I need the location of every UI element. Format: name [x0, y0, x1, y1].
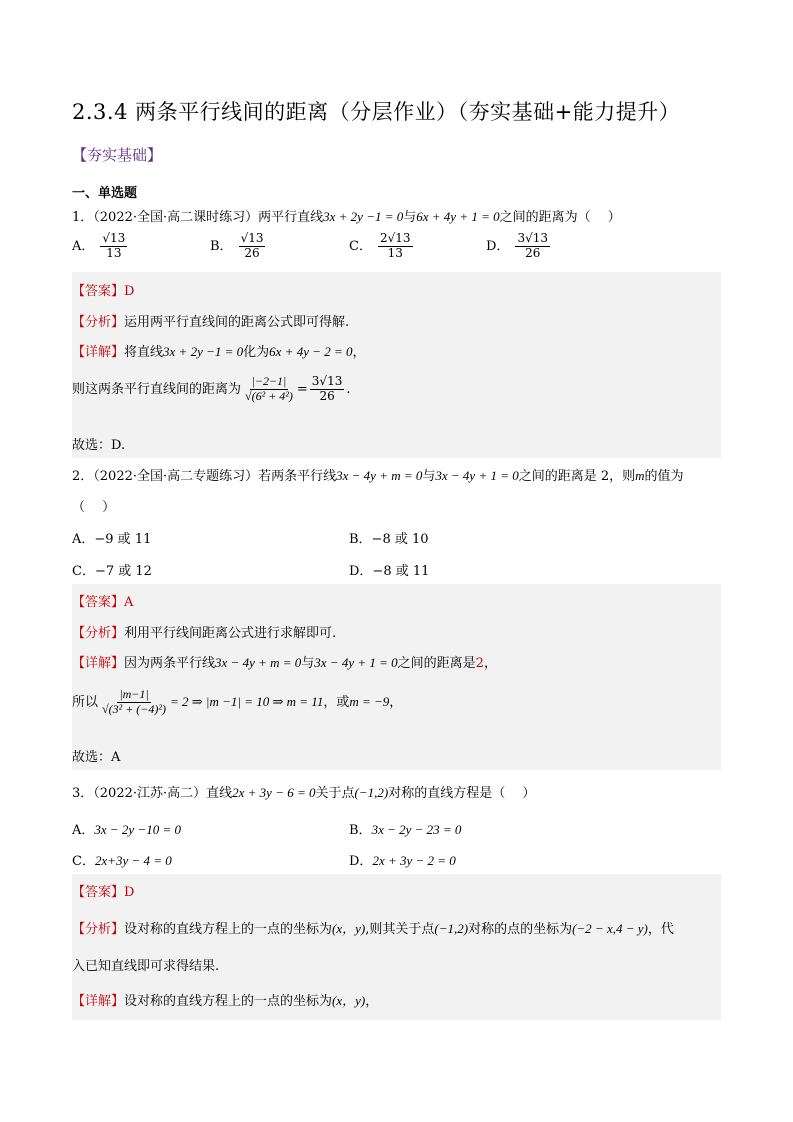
- question-1-answer: [72, 280, 134, 299]
- question-2-answer-panel: [72, 584, 721, 770]
- question-1-text: 1．（2022·全国·高二课时练习）两平行直线: [72, 210, 324, 225]
- answer-tag: 【答案】: [72, 885, 125, 900]
- option-a-denominator: 13: [106, 245, 122, 260]
- answer-tag: 【答案】: [72, 284, 125, 299]
- question-2-equation-1: 3x − 4y + m = 0: [336, 468, 423, 483]
- detail-equation-1: 3x − 4y + m = 0: [215, 655, 302, 670]
- analysis-text: 运用两平行直线间的距离公式即可得解.: [124, 315, 350, 330]
- distance-equals: =: [296, 381, 308, 397]
- question-2-stem: [72, 465, 684, 484]
- analysis-point-3: (−2 − x,4 − y): [572, 921, 648, 936]
- solution-chain: = 2 ⇒ |m −1| = 10 ⇒ m = 11: [169, 693, 324, 709]
- distance-numerator: |−2−1|: [251, 374, 287, 388]
- question-1-analysis: [72, 311, 349, 330]
- question-3-option-a[interactable]: [72, 819, 181, 838]
- question-2-tail-2: 的值为: [644, 469, 684, 484]
- question-1-conclusion: 故选：D.: [72, 438, 126, 453]
- answer-value: D: [124, 284, 135, 299]
- distance-result-numerator: 3√13: [311, 374, 343, 388]
- question-2-connector: 与: [422, 469, 436, 484]
- option-c-equation: 2x+3y − 4 = 0: [94, 853, 172, 868]
- analysis-tag: 【分析】: [72, 922, 125, 937]
- question-3-option-d[interactable]: [349, 850, 456, 869]
- question-2-paren: （ ）: [72, 500, 116, 515]
- question-1-tail: 之间的距离为（ ）: [499, 210, 621, 225]
- detail-value: 2: [475, 656, 484, 671]
- question-3-stem: [72, 782, 535, 801]
- analysis-text-2: ,则其关于点: [365, 922, 435, 937]
- solution-punct: ，: [389, 694, 403, 710]
- option-a-equation: 3x − 2y −10 = 0: [94, 822, 181, 837]
- solution-denominator: √(3² + (−4)²): [102, 701, 166, 716]
- question-1-distance-line: [72, 375, 351, 404]
- question-2-detail: [72, 652, 497, 671]
- question-2-answer: [72, 591, 133, 610]
- question-2-option-d[interactable]: D．−8 或 11: [349, 564, 430, 579]
- analysis-text: 设对称的直线方程上的一点的坐标为: [124, 922, 333, 937]
- distance-text: 则这两条平行直线间的距离为: [72, 381, 242, 397]
- question-2-analysis: [72, 622, 336, 641]
- solution-fraction: [100, 688, 168, 717]
- detail-tag: 【详解】: [72, 656, 125, 671]
- question-2-option-c[interactable]: C．−7 或 12: [72, 564, 152, 579]
- question-2-solution-line: [72, 688, 402, 717]
- detail-tail: 之间的距离是: [397, 656, 476, 671]
- detail-punct: ，: [352, 345, 366, 360]
- distance-period: .: [346, 381, 351, 397]
- question-1-equation-2: 6x + 4y + 1 = 0: [416, 209, 500, 224]
- option-d-denominator: 26: [525, 245, 541, 260]
- solution-alternative: m = −9: [349, 693, 390, 709]
- option-b-numerator: √13: [240, 231, 264, 245]
- question-2-text: 2．（2022·全国·高二专题练习）若两条平行线: [72, 469, 337, 484]
- question-3-answer: [72, 881, 134, 900]
- option-c-numerator: 2√13: [379, 231, 411, 245]
- question-3-text: 3．（2022·江苏·高二）直线: [72, 786, 233, 801]
- analysis-text-3: 对称的点的坐标为: [468, 922, 573, 937]
- answer-value: A: [124, 595, 134, 610]
- analysis-tag: 【分析】: [72, 626, 125, 641]
- detail-equation-2: 6x + 4y − 2 = 0: [269, 344, 353, 359]
- distance-result-denominator: 26: [319, 388, 335, 403]
- solution-or: ，或: [323, 694, 350, 710]
- question-1-option-d[interactable]: [486, 232, 552, 261]
- question-1-answer-panel: [72, 272, 721, 458]
- question-3-detail: [72, 990, 378, 1009]
- question-2-conclusion: 故选：A: [72, 750, 121, 765]
- detail-punct: ，: [483, 656, 497, 671]
- question-2-equation-2: 3x − 4y + 1 = 0: [435, 468, 519, 483]
- question-2-option-a[interactable]: A．−9 或 11: [72, 532, 152, 547]
- section-label: 【夯实基础】: [72, 146, 163, 164]
- option-c-label: C．: [349, 238, 372, 254]
- page-title: 2.3.4 两条平行线间的距离（分层作业）（夯实基础+能力提升）: [72, 100, 681, 124]
- solution-numerator: |m−1|: [119, 687, 149, 701]
- question-1-connector: 与: [403, 210, 417, 225]
- option-b-denominator: 26: [244, 245, 260, 260]
- question-3-option-b[interactable]: [349, 819, 461, 838]
- option-a-label: A．: [72, 823, 95, 838]
- detail-point: (x，y): [332, 993, 366, 1008]
- analysis-point-1: (x，y): [332, 921, 366, 936]
- answer-tag: 【答案】: [72, 595, 125, 610]
- question-1-option-c[interactable]: [349, 232, 415, 261]
- option-d-label: D．: [486, 238, 510, 254]
- detail-text: 因为两条平行线: [124, 656, 216, 671]
- analysis-text-4: ，代: [647, 922, 674, 937]
- question-3-point: (−1,2): [354, 785, 389, 800]
- question-1-option-b[interactable]: [210, 232, 267, 261]
- solution-text: 所以: [72, 694, 99, 710]
- option-d-label: D．: [349, 854, 373, 869]
- analysis-tag: 【分析】: [72, 315, 125, 330]
- detail-punct: ，: [365, 994, 379, 1009]
- detail-connector: 化为: [243, 345, 270, 360]
- detail-equation-1: 3x + 2y −1 = 0: [163, 344, 244, 359]
- question-2-variable: m: [635, 468, 645, 483]
- option-b-equation: 3x − 2y − 23 = 0: [371, 822, 462, 837]
- option-b-fraction: [239, 232, 266, 261]
- distance-denominator: √(6² + 4²): [245, 388, 293, 403]
- option-d-numerator: 3√13: [517, 231, 548, 245]
- question-3-analysis-continued: 入已知直线即可求得结果.: [72, 959, 220, 974]
- detail-tag: 【详解】: [72, 345, 125, 360]
- distance-result-fraction: [310, 375, 345, 404]
- question-3-connector: 关于点: [315, 786, 355, 801]
- section-heading: 一、单选题: [72, 186, 138, 201]
- question-1-equation-1: 3x + 2y −1 = 0: [323, 209, 404, 224]
- option-d-fraction: [515, 232, 550, 261]
- detail-connector: 与: [301, 656, 315, 671]
- option-c-fraction: [378, 232, 413, 261]
- option-b-label: B．: [210, 238, 233, 254]
- option-c-denominator: 13: [387, 245, 403, 260]
- question-3-equation: 2x + 3y − 6 = 0: [232, 785, 316, 800]
- question-2-tail-1: 之间的距离是 2，则: [518, 469, 636, 484]
- detail-tag: 【详解】: [72, 994, 125, 1009]
- answer-value: D: [124, 885, 135, 900]
- question-2-option-b[interactable]: B．−8 或 10: [349, 532, 429, 547]
- detail-text: 将直线: [124, 345, 164, 360]
- question-1-stem: [72, 206, 621, 225]
- question-1-option-a[interactable]: [72, 232, 129, 261]
- question-3-tail: 对称的直线方程是（ ）: [388, 786, 536, 801]
- option-c-label: C．: [72, 854, 95, 869]
- option-a-fraction: [100, 232, 127, 261]
- analysis-point-2: (−1,2): [434, 921, 469, 936]
- detail-text: 设对称的直线方程上的一点的坐标为: [124, 994, 333, 1009]
- detail-equation-2: 3x − 4y + 1 = 0: [314, 655, 398, 670]
- option-b-label: B．: [349, 823, 372, 838]
- question-3-analysis: [72, 918, 674, 937]
- analysis-text: 利用平行线间距离公式进行求解即可.: [124, 626, 337, 641]
- option-d-equation: 2x + 3y − 2 = 0: [372, 853, 456, 868]
- question-3-option-c[interactable]: [72, 850, 172, 869]
- option-a-label: A．: [72, 238, 95, 254]
- distance-fraction: [243, 375, 295, 404]
- question-1-detail: [72, 341, 366, 360]
- option-a-numerator: √13: [102, 231, 126, 245]
